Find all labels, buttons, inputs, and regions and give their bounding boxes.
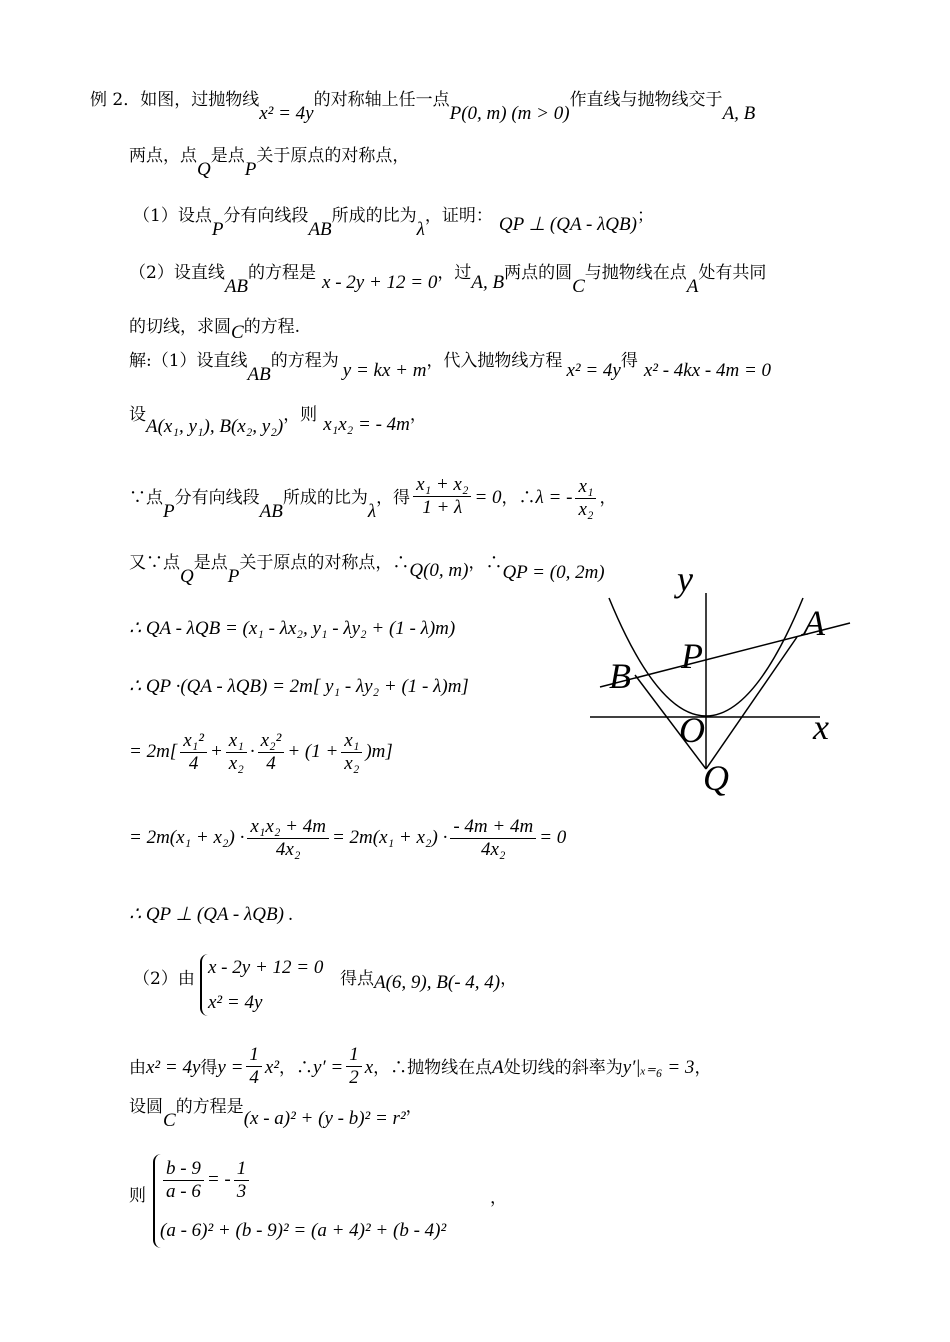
text: 是点 bbox=[210, 146, 245, 166]
problem-part-1 bbox=[133, 205, 654, 240]
text: 的方程是 bbox=[248, 263, 317, 283]
text: ， bbox=[405, 1097, 423, 1117]
text: 分有向线段 bbox=[174, 488, 260, 508]
numerator: x₁ + x₂ bbox=[413, 474, 471, 497]
solution-line-5: ∴ QA - λQB = (x₁ - λx₂, y₁ - λy₂ + (1 - λ)m) bbox=[129, 618, 456, 639]
denominator: 3 bbox=[236, 1181, 247, 1202]
math: P bbox=[211, 219, 224, 240]
denominator: x₂ bbox=[228, 753, 244, 774]
text: 处有共同 bbox=[698, 263, 767, 283]
denominator: 4x₂ bbox=[275, 839, 301, 860]
text: （2）由 bbox=[133, 969, 195, 989]
label-y: y bbox=[677, 563, 693, 599]
math: x₁x₂ = - 4m bbox=[323, 414, 410, 435]
numerator: 1 bbox=[234, 1158, 250, 1181]
parabola-figure bbox=[585, 563, 865, 798]
text: ，过 bbox=[437, 263, 472, 283]
denominator: 4x₂ bbox=[480, 839, 506, 860]
solution-line-6: ∴ QP ·(QA - λQB) = 2m[ y₁ - λy₂ + (1 - λ)m] bbox=[129, 676, 469, 697]
math: Q bbox=[180, 566, 194, 587]
system2-equation-2: (a - 6)² + (b - 9)² = (a + 4)² + (b - 4)² bbox=[160, 1220, 447, 1241]
solution-line-4 bbox=[129, 552, 605, 587]
text: ； bbox=[636, 206, 654, 226]
denominator: 4 bbox=[249, 1067, 259, 1088]
fraction bbox=[346, 1044, 362, 1089]
numerator: x₁ bbox=[575, 476, 596, 499]
math: P bbox=[163, 501, 175, 522]
text: 的方程是 bbox=[175, 1097, 244, 1117]
math: QP ⊥ (QA - λQB) bbox=[498, 214, 637, 235]
math: )m] bbox=[365, 741, 393, 762]
system-equation-2: x² = 4y bbox=[208, 992, 263, 1013]
solution-line-8 bbox=[129, 816, 566, 861]
system-result bbox=[340, 968, 518, 993]
text: ，代入抛物线方程 bbox=[426, 351, 563, 371]
denominator: 1 + λ bbox=[422, 497, 463, 518]
math: QP = (0, 2m) bbox=[502, 562, 605, 583]
math: x² = 4y bbox=[259, 103, 314, 124]
math: y′|ₓ₌₆ = 3 bbox=[622, 1057, 695, 1078]
math: AB bbox=[308, 219, 332, 240]
numerator: 1 bbox=[346, 1044, 362, 1067]
fraction bbox=[226, 730, 247, 775]
text: 两点，点 bbox=[129, 146, 197, 166]
text: 的对称轴上任一点 bbox=[313, 90, 450, 110]
math: x - 2y + 12 = 0 bbox=[322, 272, 438, 293]
text: 所成的比为 bbox=[331, 206, 417, 226]
math: A(x₁, y₁), B(x₂, y₂) bbox=[146, 416, 284, 437]
solution-part-2-line-2 bbox=[129, 1044, 712, 1089]
math: + (1 + bbox=[287, 741, 339, 762]
math: (x - a)² + (y - b)² = r² bbox=[243, 1108, 406, 1129]
problem-line-1 bbox=[90, 89, 756, 124]
text: 是点 bbox=[193, 553, 228, 573]
fraction bbox=[163, 1158, 204, 1203]
solution-line-1 bbox=[129, 350, 772, 385]
system-equation-1: x - 2y + 12 = 0 bbox=[208, 957, 324, 978]
text: ，∴ bbox=[279, 1058, 314, 1078]
fraction bbox=[234, 1158, 250, 1203]
math: C bbox=[163, 1110, 176, 1131]
math: A, B bbox=[471, 272, 505, 293]
numerator: x₁ bbox=[226, 730, 247, 753]
denominator: x₂ bbox=[344, 753, 360, 774]
math: y = kx + m bbox=[342, 360, 427, 381]
text: 则 bbox=[129, 1186, 146, 1206]
solution-line-3 bbox=[129, 476, 616, 521]
math: P bbox=[244, 159, 257, 180]
math: C bbox=[572, 276, 585, 297]
label-b: B bbox=[609, 656, 631, 696]
numerator: x₁² bbox=[180, 730, 207, 753]
math: λ bbox=[367, 501, 377, 522]
math: AB bbox=[259, 501, 283, 522]
solution-part-2-line-4 bbox=[129, 1185, 146, 1207]
text: 处切线的斜率为 bbox=[503, 1058, 623, 1078]
text: 得点 bbox=[340, 969, 374, 989]
math: A(6, 9), B(- 4, 4) bbox=[374, 972, 501, 993]
text: 关于原点的对称点， bbox=[256, 146, 410, 166]
math: A bbox=[492, 1057, 504, 1078]
text: 例 2．如图，过抛物线 bbox=[90, 90, 260, 110]
problem-line-2 bbox=[129, 145, 410, 180]
math: x² - 4kx - 4m = 0 bbox=[643, 360, 772, 381]
denominator: 2 bbox=[349, 1067, 359, 1088]
label-p: P bbox=[681, 636, 703, 676]
math: A, B bbox=[722, 103, 756, 124]
text: 解:（1）设直线 bbox=[129, 351, 248, 371]
math: x² = 4y bbox=[566, 360, 621, 381]
text: 得 bbox=[620, 351, 638, 371]
text: ，∴ bbox=[468, 553, 503, 573]
denominator: a - 6 bbox=[166, 1181, 201, 1202]
text: ，证明： bbox=[424, 206, 493, 226]
text: ，则 bbox=[283, 405, 318, 425]
system2-equation-1 bbox=[160, 1158, 252, 1203]
text: 与抛物线在点 bbox=[584, 263, 687, 283]
math: y = bbox=[217, 1057, 244, 1078]
system2-comma: ， bbox=[490, 1188, 507, 1208]
text: 作直线与抛物线交于 bbox=[569, 90, 723, 110]
text: （2）设直线 bbox=[129, 263, 225, 283]
fraction bbox=[575, 476, 596, 521]
label-q: Q bbox=[703, 758, 729, 798]
solution-line-9: ∴ QP ⊥ (QA - λQB) . bbox=[129, 904, 294, 925]
math: · bbox=[249, 741, 255, 762]
text: 的方程为 bbox=[270, 351, 339, 371]
fraction bbox=[341, 730, 362, 775]
text: （1）设点 bbox=[133, 206, 212, 226]
text: 又∵点 bbox=[129, 553, 180, 573]
fraction bbox=[247, 816, 329, 861]
label-o: O bbox=[679, 710, 705, 750]
text: ， bbox=[694, 1058, 712, 1078]
text: 两点的圆 bbox=[504, 263, 573, 283]
math: C bbox=[231, 322, 244, 343]
solution-line-7 bbox=[129, 730, 393, 775]
text: 得 bbox=[200, 1058, 218, 1078]
label-x: x bbox=[813, 707, 829, 747]
numerator: - 4m + 4m bbox=[450, 816, 536, 839]
math: AB bbox=[247, 364, 271, 385]
fraction bbox=[450, 816, 536, 861]
numerator: x₁x₂ + 4m bbox=[247, 816, 329, 839]
math: = - bbox=[206, 1169, 231, 1190]
text: 分有向线段 bbox=[223, 206, 309, 226]
solution-part-2-line-3 bbox=[129, 1096, 423, 1131]
text: 的切线，求圆 bbox=[129, 317, 231, 337]
math: = 0 bbox=[539, 827, 567, 848]
math: x² bbox=[264, 1057, 280, 1078]
fraction bbox=[246, 1044, 262, 1089]
math: P bbox=[227, 566, 240, 587]
solution-line-2 bbox=[129, 404, 427, 437]
solution-part-2-line-1 bbox=[133, 968, 195, 990]
text: ， bbox=[409, 405, 427, 425]
label-a: A bbox=[803, 603, 825, 643]
math: = 0 bbox=[474, 487, 502, 508]
math: + bbox=[209, 741, 223, 762]
math: = 2m[ bbox=[129, 741, 178, 762]
math: x bbox=[364, 1057, 374, 1078]
text: 的方程. bbox=[243, 317, 301, 337]
text: 关于原点的对称点，∴ bbox=[239, 553, 410, 573]
numerator: x₁ bbox=[341, 730, 362, 753]
problem-line-5 bbox=[129, 316, 301, 343]
numerator: x₂² bbox=[258, 730, 285, 753]
text: ， bbox=[500, 969, 518, 989]
math: λ = - bbox=[535, 487, 573, 508]
text: ， bbox=[599, 488, 617, 508]
text: ，∴ bbox=[501, 488, 536, 508]
math: P(0, m) (m > 0) bbox=[449, 103, 570, 124]
numerator: 1 bbox=[246, 1044, 262, 1067]
problem-part-2 bbox=[129, 262, 767, 297]
math: x² = 4y bbox=[146, 1057, 201, 1078]
fraction bbox=[413, 474, 471, 519]
text: 设圆 bbox=[129, 1097, 163, 1117]
fraction bbox=[258, 730, 285, 775]
text: ∵点 bbox=[129, 488, 163, 508]
fraction bbox=[180, 730, 207, 775]
text: ，得 bbox=[376, 488, 411, 508]
numerator: b - 9 bbox=[163, 1158, 204, 1181]
denominator: x₂ bbox=[578, 499, 594, 520]
math: Q(0, m) bbox=[409, 560, 469, 581]
math: Q bbox=[197, 159, 211, 180]
math: λ bbox=[416, 219, 425, 240]
math: A bbox=[686, 276, 699, 297]
math: y′ = bbox=[313, 1057, 344, 1078]
denominator: 4 bbox=[266, 753, 276, 774]
denominator: 4 bbox=[188, 753, 199, 774]
math: = 2m(x₁ + x₂) · bbox=[129, 827, 245, 848]
text: ，∴抛物线在点 bbox=[373, 1058, 493, 1078]
text: 设 bbox=[129, 405, 146, 425]
text: 由 bbox=[129, 1058, 146, 1078]
math: AB bbox=[224, 276, 249, 297]
math: = 2m(x₁ + x₂) · bbox=[331, 827, 448, 848]
text: 所成的比为 bbox=[282, 488, 368, 508]
